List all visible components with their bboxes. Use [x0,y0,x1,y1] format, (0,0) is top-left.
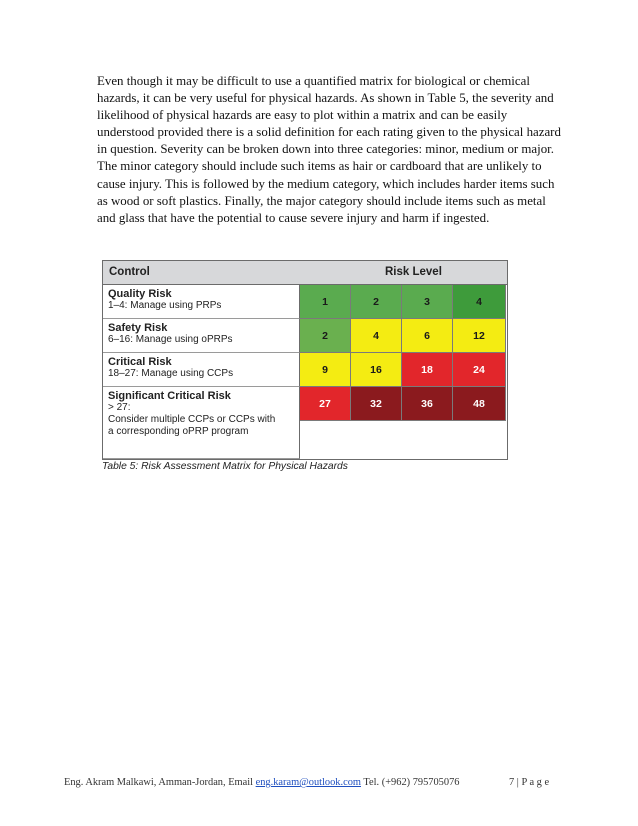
footer-email-link[interactable]: eng.karam@outlook.com [255,777,361,788]
row-title: Safety Risk [108,322,168,334]
table-caption: Table 5: Risk Assessment Matrix for Physical Hazards [102,461,348,472]
risk-cell: 12 [453,319,506,353]
footer-tel: Tel. (+962) 795705076 [363,777,460,788]
risk-cell: 27 [300,387,351,421]
risk-cell: 4 [351,319,402,353]
risk-cell: 6 [402,319,453,353]
row-subtitle: 6–16: Manage using oPRPs [108,334,233,345]
row-title: Critical Risk [108,356,172,368]
table-row [103,285,507,319]
row-label [103,387,300,459]
risk-cell: 9 [300,353,351,387]
row-subtitle: Consider multiple CCPs or CCPs with [108,414,276,425]
risk-cell: 24 [453,353,506,387]
row-subtitle: 1–4: Manage using PRPs [108,300,222,311]
risk-cell: 16 [351,353,402,387]
risk-cell: 32 [351,387,402,421]
risk-cell: 3 [402,285,453,319]
row-subtitle: a corresponding oPRP program [108,426,249,437]
body-paragraph: Even though it may be difficult to use a quantified matrix for biological or chemical hazards, it can be very useful for physical hazards. As shown in Table 5, the severity and likelihood of physical hazards are easy to plot within a matrix and can be easily understood provided there is a solid definition for each rating given to the physical hazard in question. Severity can be broken down into three categories: minor, medium or major. The minor category should include such items as hair or cardboard that are unlikely to cause injury. This is followed by the medium category, which includes harder items such as wood or soft plastics. Finally, the major category should include items such as metal and glass that have the potential to cause severe injury and harm if ingested. [97,74,561,225]
table-row [103,353,507,387]
row-label [103,285,300,319]
row-title: Quality Risk [108,288,172,300]
row-subtitle: 18–27: Manage using CCPs [108,368,234,379]
risk-cell: 36 [402,387,453,421]
row-title: Significant Critical Risk [108,390,231,402]
row-label [103,319,300,353]
footer-author: Eng. Akram Malkawi, Amman-Jordan, Email [64,777,254,788]
risk-matrix-table [102,260,508,460]
page-number: 7 | P a g e [509,777,550,788]
row-subtitle: > 27: [108,402,131,413]
header-control: Control [109,266,150,278]
page-footer [64,777,574,788]
risk-cell: 48 [453,387,506,421]
risk-cell: 1 [300,285,351,319]
risk-cell: 18 [402,353,453,387]
header-risk-level: Risk Level [385,266,442,278]
risk-cell: 2 [351,285,402,319]
table-row [103,319,507,353]
table-header [103,261,507,285]
table-row [103,387,507,459]
row-label [103,353,300,387]
risk-cell: 2 [300,319,351,353]
risk-cell: 4 [453,285,506,319]
